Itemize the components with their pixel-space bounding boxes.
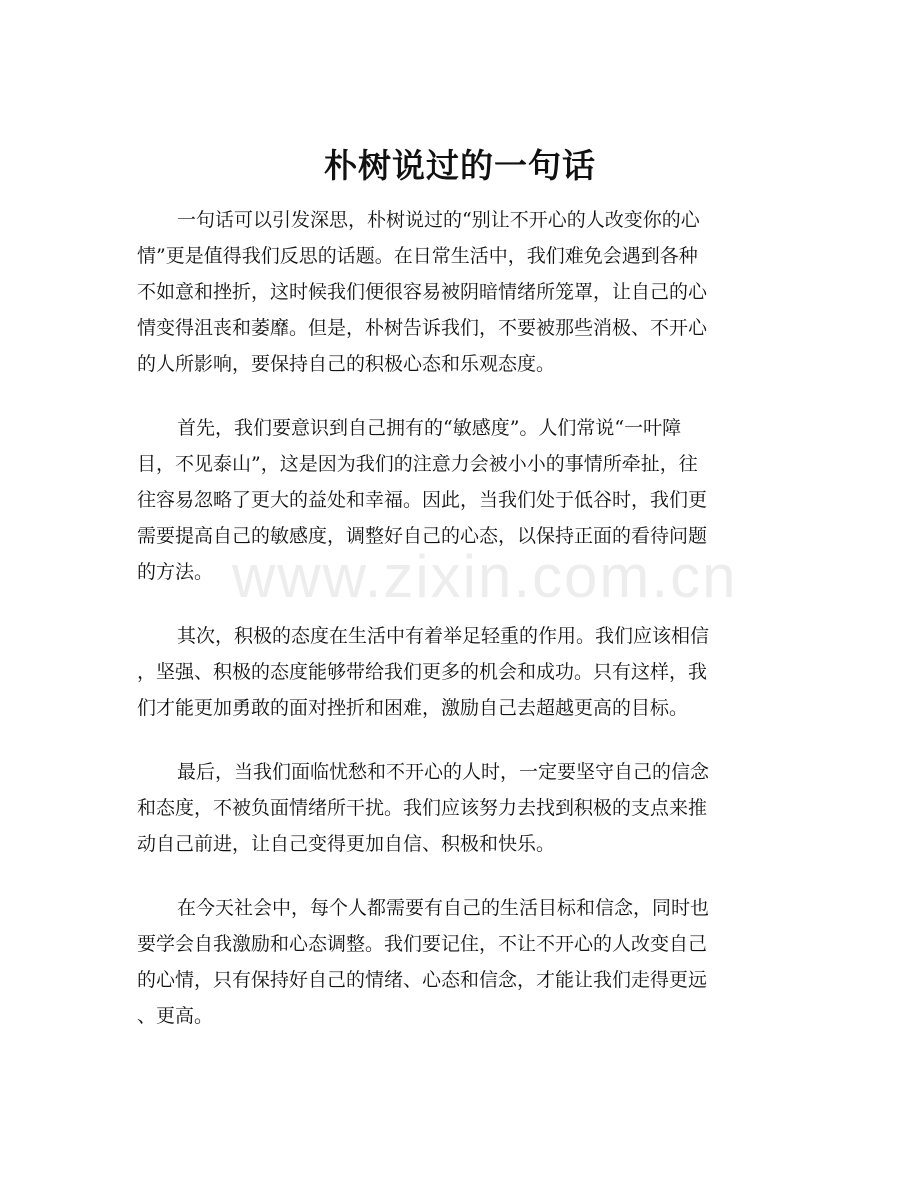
paragraph-line: 动自己前进，让自己变得更加自信、积极和快乐。 [137,833,556,855]
paragraph-line: 、更高。 [137,1005,214,1027]
watermark: www.zixin.com.cn [232,543,738,610]
paragraph-3 [137,618,773,726]
paragraph-line: 目，不见泰山”，这是因为我们的注意力会被小小的事情所牵扯，往 [137,453,698,475]
paragraph-2 [137,410,773,590]
paragraph-line: 和态度，不被负面情绪所干扰。我们应该努力去找到积极的支点来推 [137,797,708,819]
paragraph-line: 们才能更加勇敢的面对挫折和困难，激励自己去超越更高的目标。 [137,697,689,719]
paragraph-line: 一句话可以引发深思，朴树说过的“别让不开心的人改变你的心 [177,209,700,231]
paragraph-line: 情变得沮丧和萎靡。但是，朴树告诉我们，不要被那些消极、不开心 [137,317,708,339]
paragraph-line: 的方法。 [137,561,214,583]
paragraph-line: 情”更是值得我们反思的话题。在日常生活中，我们难免会遇到各种 [137,245,698,267]
paragraph-line: 其次，积极的态度在生活中有着举足轻重的作用。我们应该相信 [177,625,710,647]
paragraph-line: 在今天社会中，每个人都需要有自己的生活目标和信念，同时也 [177,897,710,919]
paragraph-4 [137,754,773,862]
paragraph-line: ，坚强、积极的态度能够带给我们更多的机会和成功。只有这样，我 [137,661,708,683]
paragraph-line: 不如意和挫折，这时候我们便很容易被阴暗情绪所笼罩，让自己的心 [137,281,708,303]
paragraph-line: 首先，我们要意识到自己拥有的“敏感度”。人们常说“一叶障 [177,417,682,439]
paragraph-1 [137,202,773,382]
paragraph-line: 要学会自我激励和心态调整。我们要记住，不让不开心的人改变自己 [137,933,708,955]
paragraph-line: 的人所影响，要保持自己的积极心态和乐观态度。 [137,353,556,375]
paragraph-line: 最后，当我们面临忧愁和不开心的人时，一定要坚守自己的信念 [177,761,710,783]
paragraph-line: 的心情，只有保持好自己的情绪、心态和信念，才能让我们走得更远 [137,969,708,991]
paragraph-line: 往容易忽略了更大的益处和幸福。因此，当我们处于低谷时，我们更 [137,489,708,511]
document-body [137,202,773,1062]
document-title: 朴树说过的一句话 [324,146,596,185]
paragraph-5 [137,890,773,1034]
paragraph-line: 需要提高自己的敏感度，调整好自己的心态，以保持正面的看待问题 [137,525,708,547]
